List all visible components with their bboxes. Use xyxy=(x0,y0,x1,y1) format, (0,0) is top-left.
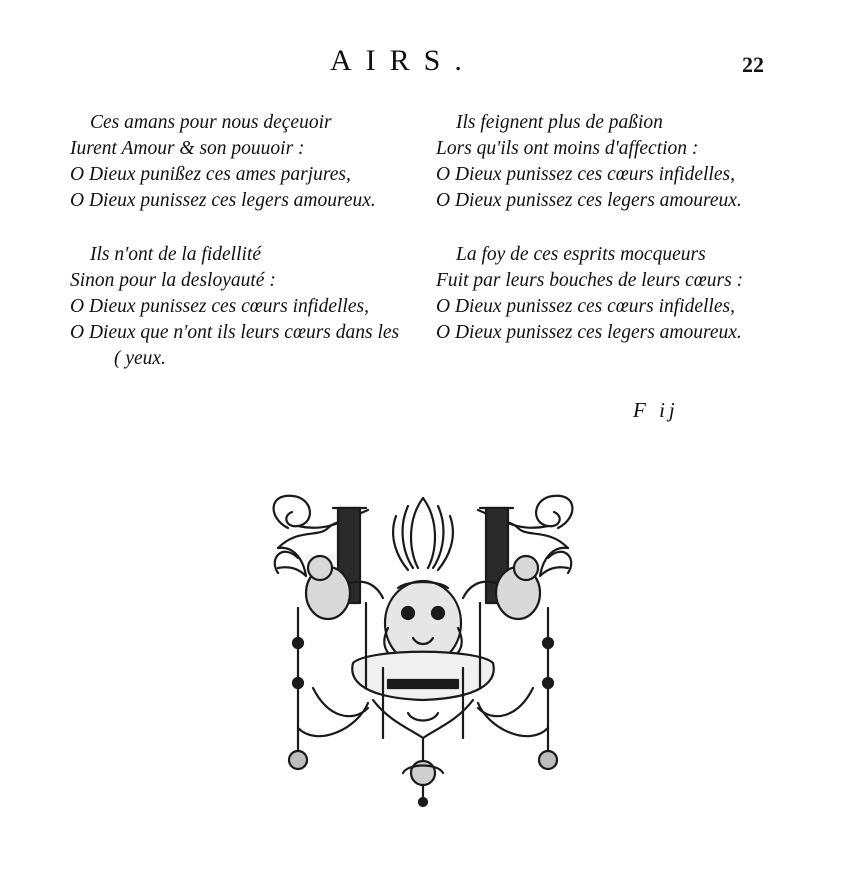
verse-line: La foy de ces esprits mocqueurs xyxy=(456,244,706,265)
running-title: AIRS. xyxy=(330,44,476,77)
stanza-4 xyxy=(436,242,816,346)
verse-line: O Dieux punissez ces legers amoureux. xyxy=(436,322,742,343)
verse-line: O Dieux punißez ces ames parjures, xyxy=(70,164,351,185)
signature-mark: F ij xyxy=(633,398,679,422)
verse-line: O Dieux punissez ces cœurs infidelles, xyxy=(436,164,735,185)
verse-line-continuation: ( yeux. xyxy=(114,348,166,369)
verse-line: O Dieux punissez ces legers amoureux. xyxy=(70,190,376,211)
verse-line: Ils feignent plus de paßion xyxy=(456,112,663,133)
verse-line: Ces amans pour nous deçeuoir xyxy=(90,112,332,133)
verse-line: Ils n'ont de la fidellité xyxy=(90,244,261,265)
stanza-3 xyxy=(70,242,450,372)
verse-line: Lors qu'ils ont moins d'affection : xyxy=(436,138,699,159)
baroque-ornament-icon xyxy=(258,488,588,808)
verse-line: Iurent Amour & son pouuoir : xyxy=(70,138,305,159)
stanza-1 xyxy=(70,110,450,214)
verse-line: Sinon pour la desloyauté : xyxy=(70,270,276,291)
verse-line: O Dieux punissez ces legers amoureux. xyxy=(436,190,742,211)
stanza-2 xyxy=(436,110,816,214)
verse-line: O Dieux que n'ont ils leurs cœurs dans les xyxy=(70,322,400,343)
page-number: 22 xyxy=(742,52,764,77)
verse-line: O Dieux punissez ces cœurs infidelles, xyxy=(436,296,735,317)
verse-line: O Dieux punissez ces cœurs infidelles, xyxy=(70,296,369,317)
verse-line: Fuit par leurs bouches de leurs cœurs : xyxy=(436,270,744,291)
